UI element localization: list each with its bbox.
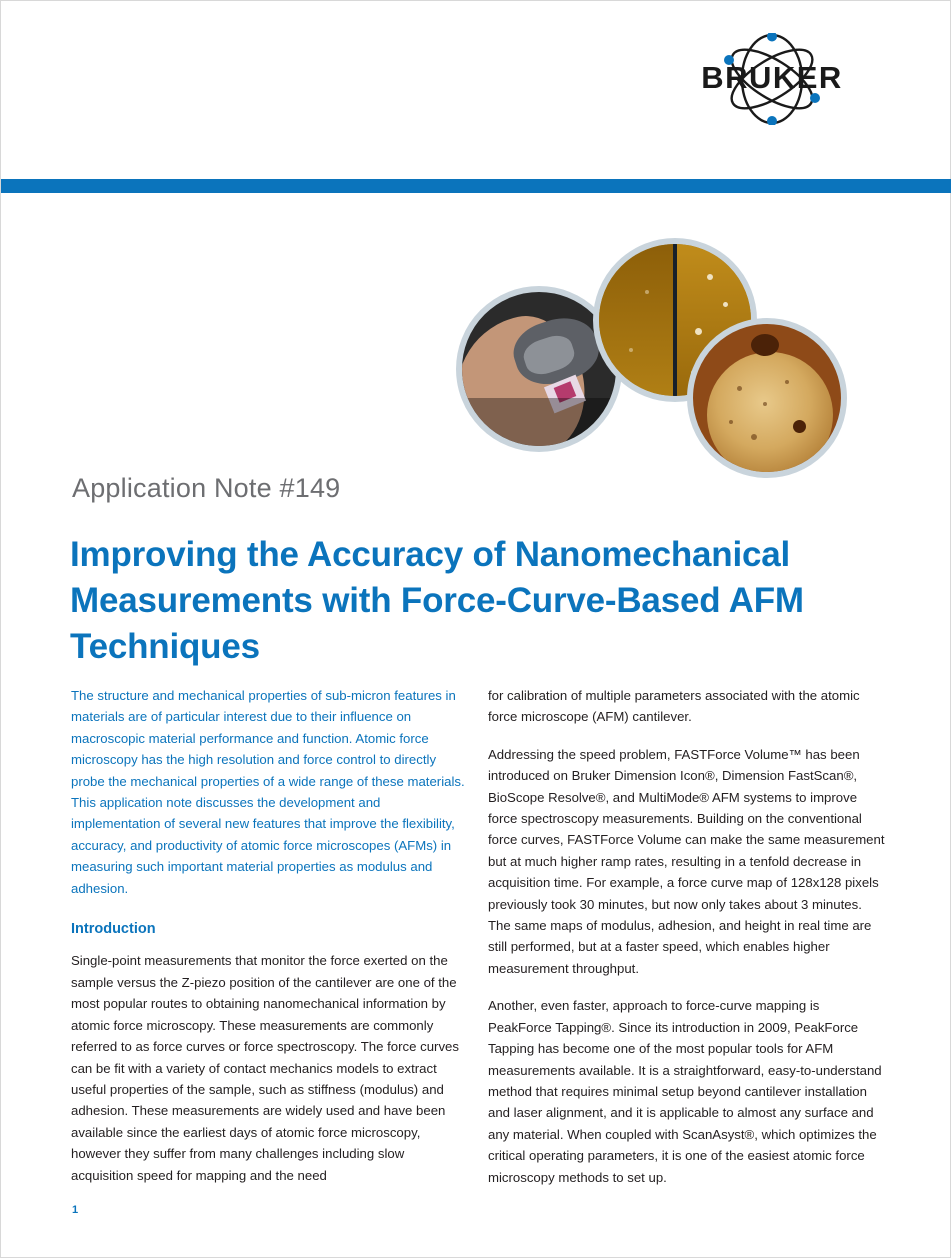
afm-particle-scan <box>687 318 847 478</box>
page-header <box>1 1 950 179</box>
paragraph: Single-point measurements that monitor the force exerted on the sample versus the Z-piezo position of the cantilever are one of the most popular routes to obtaining nanomechanical information by atomic force microscopy. These measurements are commonly referred to as force curves or force spectroscopy. The force curves can be fit with a variety of contact mechanics models to extract useful properties of the sample, such as stiffness (modulus) and adhesion. These measurements are widely used and have been available since the earliest days of atomic force microscopy, however they suffer from many challenges including slow acquisition speed for mapping and the need <box>71 953 459 1183</box>
section-heading-introduction: Introduction <box>71 921 156 938</box>
paragraph: Another, even faster, approach to force-curve mapping is PeakForce Tapping®. Since its introduction in 2009, PeakForce Tapping has become one of the most popular tools for AFM measurements available. It is a straightforward, easy-to-understand method that requires minimal setup beyond cantilever installation and laser alignment, and it is applicable to almost any surface and any material. When coupled with ScanAsyst®, which optimizes the critical operating parameters, it is one of the easiest atomic force microscopy methods to set up. <box>488 998 882 1185</box>
body-column-right <box>488 685 886 1204</box>
hero-image-group <box>1 215 951 480</box>
bruker-wordmark: BRUKER <box>701 60 843 95</box>
bruker-logo <box>682 33 862 125</box>
paragraph: for calibration of multiple parameters associated with the atomic force microscope (AFM) cantilever. <box>488 688 860 725</box>
application-note-eyebrow: Application Note #149 <box>72 473 341 503</box>
page-number: 1 <box>72 1204 79 1216</box>
header-accent-bar <box>1 179 951 193</box>
abstract-paragraph: The structure and mechanical properties of sub-micron features in materials are of particular interest due to their influence on macroscopic material performance and function. Atomic force microscopy has the high resolution and force control to directly probe the mechanical properties of a wide range of these materials. This application note discusses the development and implementation of several new features that improve the flexibility, accuracy, and productivity of atomic force microscopes (AFMs) in measuring such important material properties as modulus and adhesion. <box>71 688 465 896</box>
page-title: Improving the Accuracy of Nanomechanical Measurements with Force-Curve-Based AFM Techniques <box>70 535 804 667</box>
paragraph: Addressing the speed problem, FASTForce Volume™ has been introduced on Bruker Dimension Icon®, Dimension FastScan®, BioScope Resolve®, and MultiMode® AFM systems to improve force spectroscopy measurements. Building on the conventional force curves, FASTForce Volume can make the same measurement but at much higher ramp rates, resulting in a tenfold decrease in acquisition time. For example, a force curve map of 128x128 pixels previously took 30 minutes, but now only takes about 3 minutes. The same maps of modulus, adhesion, and height in real time are still performed, but at a faster speed, which enables higher measurement throughput. <box>488 746 885 976</box>
body-column-left <box>71 685 469 1202</box>
